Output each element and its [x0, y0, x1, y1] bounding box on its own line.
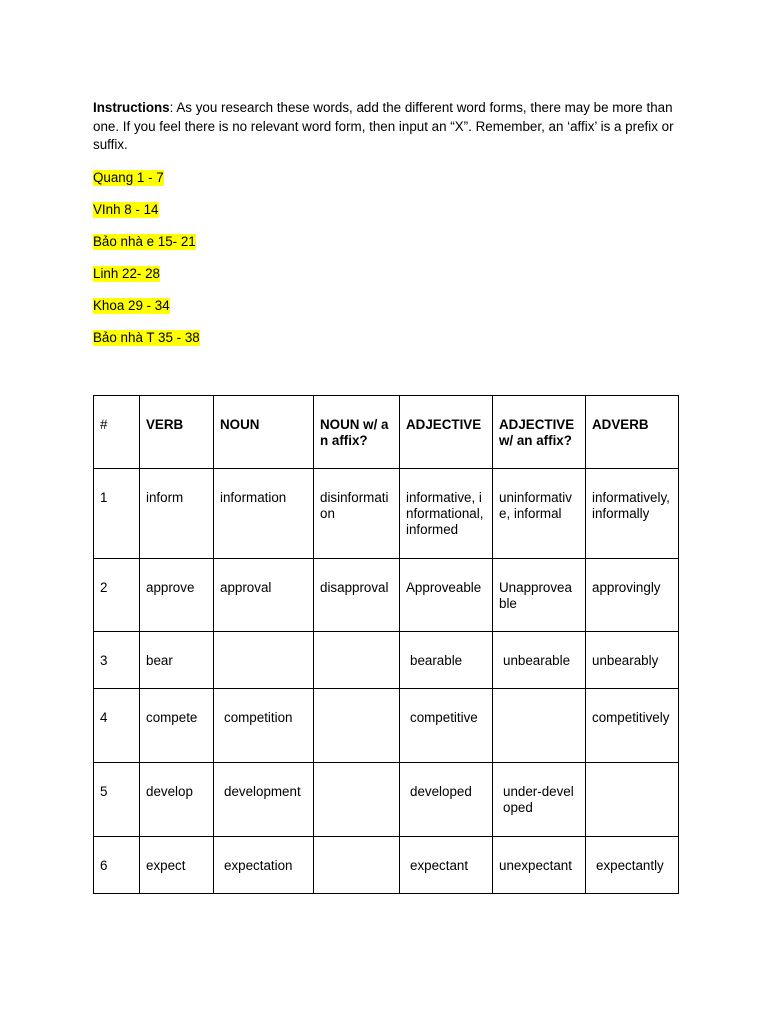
cell-verb: inform	[140, 469, 214, 559]
cell-verb: bear	[140, 632, 214, 689]
cell-number: 4	[94, 689, 140, 763]
cell-adjective-affix: under-developed	[493, 763, 586, 837]
table-row	[94, 559, 679, 632]
group-assignment	[93, 201, 159, 218]
cell-noun: expectation	[214, 837, 314, 894]
cell-adverb: competitively	[586, 689, 679, 763]
cell-verb: compete	[140, 689, 214, 763]
cell-adjective-affix: uninformative, informal	[493, 469, 586, 559]
cell-number: 5	[94, 763, 140, 837]
header-noun-affix: NOUN w/ an affix?	[314, 396, 400, 469]
cell-adjective: Approveable	[400, 559, 493, 632]
group-assignment-text: Bảo nhà T 35 - 38	[93, 330, 200, 345]
cell-number: 2	[94, 559, 140, 632]
cell-verb: develop	[140, 763, 214, 837]
header-adjective-affix: ADJECTIVE w/ an affix?	[493, 396, 586, 469]
table-row	[94, 632, 679, 689]
header-adverb: ADVERB	[586, 396, 679, 469]
instructions-label: Instructions	[93, 100, 170, 115]
cell-noun-affix	[314, 632, 400, 689]
group-assignment-text: VInh 8 - 14	[93, 202, 159, 217]
cell-number: 6	[94, 837, 140, 894]
cell-adjective: developed	[400, 763, 493, 837]
cell-adjective-affix: Unapproveable	[493, 559, 586, 632]
group-assignment-text: Khoa 29 - 34	[93, 298, 170, 313]
group-assignment-text: Linh 22- 28	[93, 266, 161, 281]
cell-adverb: approvingly	[586, 559, 679, 632]
cell-noun: competition	[214, 689, 314, 763]
table-row	[94, 469, 679, 559]
header-verb: VERB	[140, 396, 214, 469]
group-assignment	[93, 169, 164, 186]
table-row	[94, 689, 679, 763]
cell-noun-affix	[314, 689, 400, 763]
cell-noun: approval	[214, 559, 314, 632]
cell-adverb: informatively, informally	[586, 469, 679, 559]
cell-noun-affix: disapproval	[314, 559, 400, 632]
table-header-row	[94, 396, 679, 469]
cell-adjective-affix: unbearable	[493, 632, 586, 689]
group-assignment	[93, 297, 170, 314]
header-adjective: ADJECTIVE	[400, 396, 493, 469]
cell-adjective-affix: unexpectant	[493, 837, 586, 894]
cell-adjective: informative, informational, informed	[400, 469, 493, 559]
group-assignment	[93, 265, 160, 282]
group-assignment-text: Quang 1 - 7	[93, 170, 164, 185]
cell-adjective: bearable	[400, 632, 493, 689]
cell-noun-affix	[314, 837, 400, 894]
cell-verb: expect	[140, 837, 214, 894]
cell-adverb	[586, 763, 679, 837]
header-number: #	[94, 396, 140, 469]
cell-noun	[214, 632, 314, 689]
cell-noun: development	[214, 763, 314, 837]
instructions-paragraph	[93, 99, 683, 155]
cell-number: 1	[94, 469, 140, 559]
cell-noun-affix	[314, 763, 400, 837]
cell-adjective-affix	[493, 689, 586, 763]
cell-noun-affix: disinformation	[314, 469, 400, 559]
instructions-text: : As you research these words, add the different word forms, there may be more than one. If you feel there is no relevant word form, then input an “X”. Remember, an ‘affix’ is a prefix or suffix.	[93, 100, 674, 152]
group-assignment	[93, 233, 196, 250]
cell-adverb: unbearably	[586, 632, 679, 689]
group-assignment-text: Bảo nhà e 15- 21	[93, 234, 196, 249]
cell-adjective: competitive	[400, 689, 493, 763]
header-noun: NOUN	[214, 396, 314, 469]
table-row	[94, 763, 679, 837]
cell-number: 3	[94, 632, 140, 689]
cell-adverb: expectantly	[586, 837, 679, 894]
cell-noun: information	[214, 469, 314, 559]
group-assignment	[93, 329, 200, 346]
cell-adjective: expectant	[400, 837, 493, 894]
word-forms-table	[93, 395, 679, 894]
cell-verb: approve	[140, 559, 214, 632]
table-row	[94, 837, 679, 894]
